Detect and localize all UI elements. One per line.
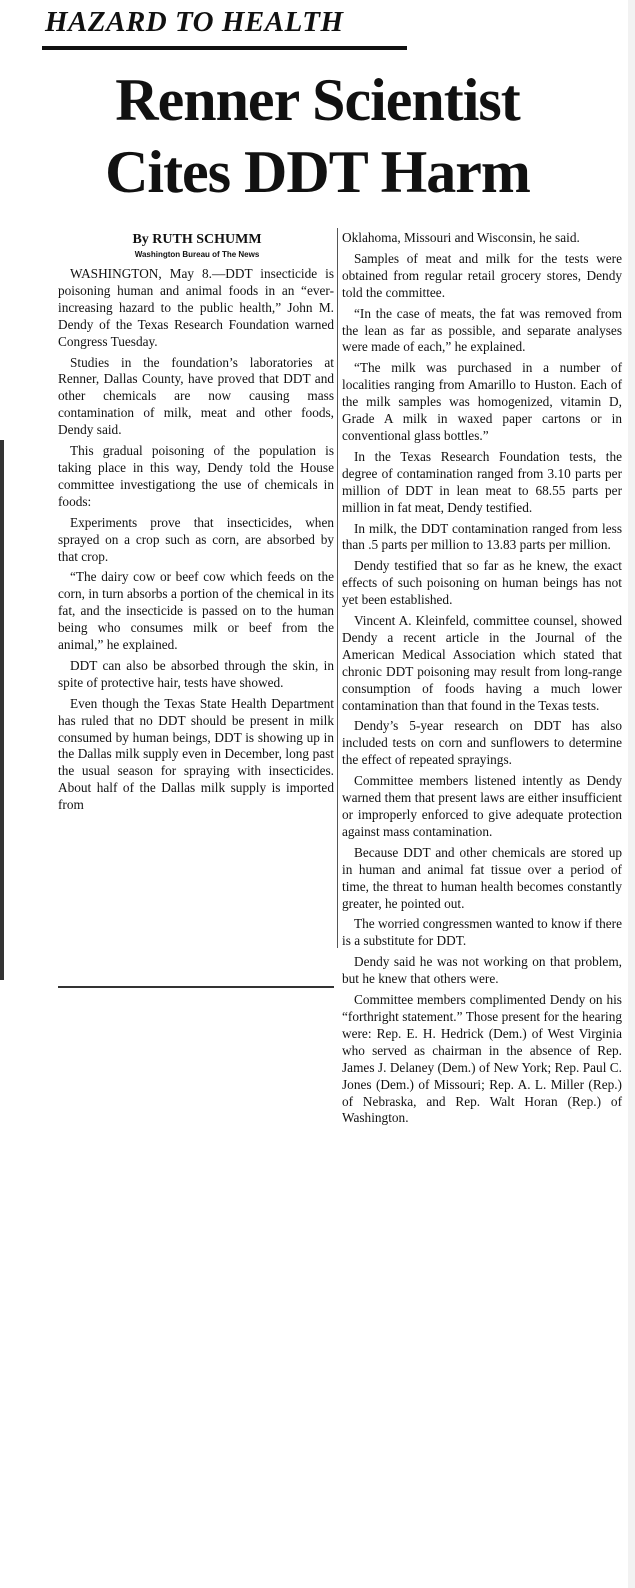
headline-line-2: Cites DDT Harm	[105, 139, 530, 205]
paragraph: Dendy said he was not working on that problem, but he knew that others were.	[342, 954, 622, 987]
scan-margin-edge-right	[628, 0, 635, 1588]
column-divider	[337, 228, 338, 948]
paragraph: Committee members complimented Dendy on his “forthright statement.” Those present for the hearing were: Rep. E. H. Hedrick (Dem.) of West Virginia who served as chairman in the absence of Rep. James J. Delaney (Dem.) of New York; Rep. Paul C. Jones (Dem.) of Missouri; Rep. A. L. Miller (Rep.) of Nebraska, and Rep. Walt Horan (Rep.) of Washington.	[342, 992, 622, 1126]
paragraph: Samples of meat and milk for the tests were obtained from regular retail grocery stores, Dendy told the committee.	[342, 250, 622, 300]
headline	[0, 64, 635, 208]
paragraph: “In the case of meats, the fat was removed from the lean as far as possible, and separate analyses were made of each,” he explained.	[342, 305, 622, 355]
paragraph: Oklahoma, Missouri and Wisconsin, he said.	[342, 230, 580, 245]
paragraph: Because DDT and other chemicals are stored up in human and animal fat tissue over a period of time, the threat to human health becomes constantly greater, he pointed out.	[342, 844, 622, 911]
paragraph: Dendy testified that so far as he knew, the exact effects of such poisoning on human beings has not yet been established.	[342, 558, 622, 608]
column-end-rule	[58, 986, 334, 988]
paragraph: Vincent A. Kleinfeld, committee counsel, showed Dendy a recent article in the Journal of the American Medical Association which stated that chronic DDT poisoning may result from long-range consumption of foods having a much lower contamination than that found in the Texas tests.	[342, 613, 622, 713]
paragraph: DDT can also be absorbed through the skin, in spite of protective hair, tests have showed.	[58, 657, 334, 690]
headline-line-1: Renner Scientist	[115, 67, 520, 133]
paragraph: Committee members listened intently as Dendy warned them that present laws are either insufficient or improperly enforced to give adequate protection against mass contamination.	[342, 773, 622, 839]
scan-margin-edge	[0, 440, 4, 980]
paragraph: Dendy’s 5-year research on DDT has also included tests on corn and sunflowers to determine the effect of repeated sprayings.	[342, 718, 622, 768]
kicker: HAZARD TO HEALTH	[45, 6, 344, 38]
paragraph: “The dairy cow or beef cow which feeds on the corn, in turn absorbs a portion of the chemical in its fat, and the insecticide is passed on to the human being who consumes milk or beef from the animal,” he explained.	[58, 569, 334, 653]
paragraph: Even though the Texas State Health Department has ruled that no DDT should be present in milk consumed by human beings, DDT is showing up in the Dallas milk supply even in December, long past the usual season for spraying with insecticides. About half of the Dallas milk supply is imported from	[58, 695, 334, 813]
paragraph: Experiments prove that insecticides, when sprayed on a crop such as corn, are absorbed by that crop.	[58, 514, 334, 564]
article-column-1	[58, 266, 334, 818]
paragraph: This gradual poisoning of the population is taking place in this way, Dendy told the House committee investigationg the use of chemicals in foods:	[58, 443, 334, 509]
byline: By RUTH SCHUMM	[132, 232, 262, 247]
kicker-rule	[42, 46, 407, 50]
paragraph: Studies in the foundation’s laboratories at Renner, Dallas County, have proved that DDT and other chemicals are now causing mass contamination of milk, meat and other foods, Dendy said.	[58, 354, 334, 438]
paragraph: In the Texas Research Foundation tests, the degree of contamination ranged from 3.10 parts per million of DDT in lean meat to 68.55 parts per million in fat meat, Dendy testified.	[342, 448, 622, 515]
paragraph: In milk, the DDT contamination ranged from less than .5 parts per million to 13.83 parts per million.	[342, 520, 622, 553]
bureau-credit: Washington Bureau of The News	[134, 250, 260, 259]
paragraph: “The milk was purchased in a number of localities ranging from Amarillo to Huston. Each of the milk samples was homogenized, vitamin D, Grade A milk in waxed paper cartons or in conventional glass bottles.”	[342, 360, 622, 443]
article-column-2	[342, 230, 622, 1131]
paragraph: WASHINGTON, May 8.—DDT insecticide is poisoning human and animal foods in an “ever-increasing hazard to the public health,” John M. Dendy of the Texas Research Foundation warned Congress Tuesday.	[58, 266, 334, 349]
paragraph: The worried congressmen wanted to know if there is a substitute for DDT.	[342, 916, 622, 949]
